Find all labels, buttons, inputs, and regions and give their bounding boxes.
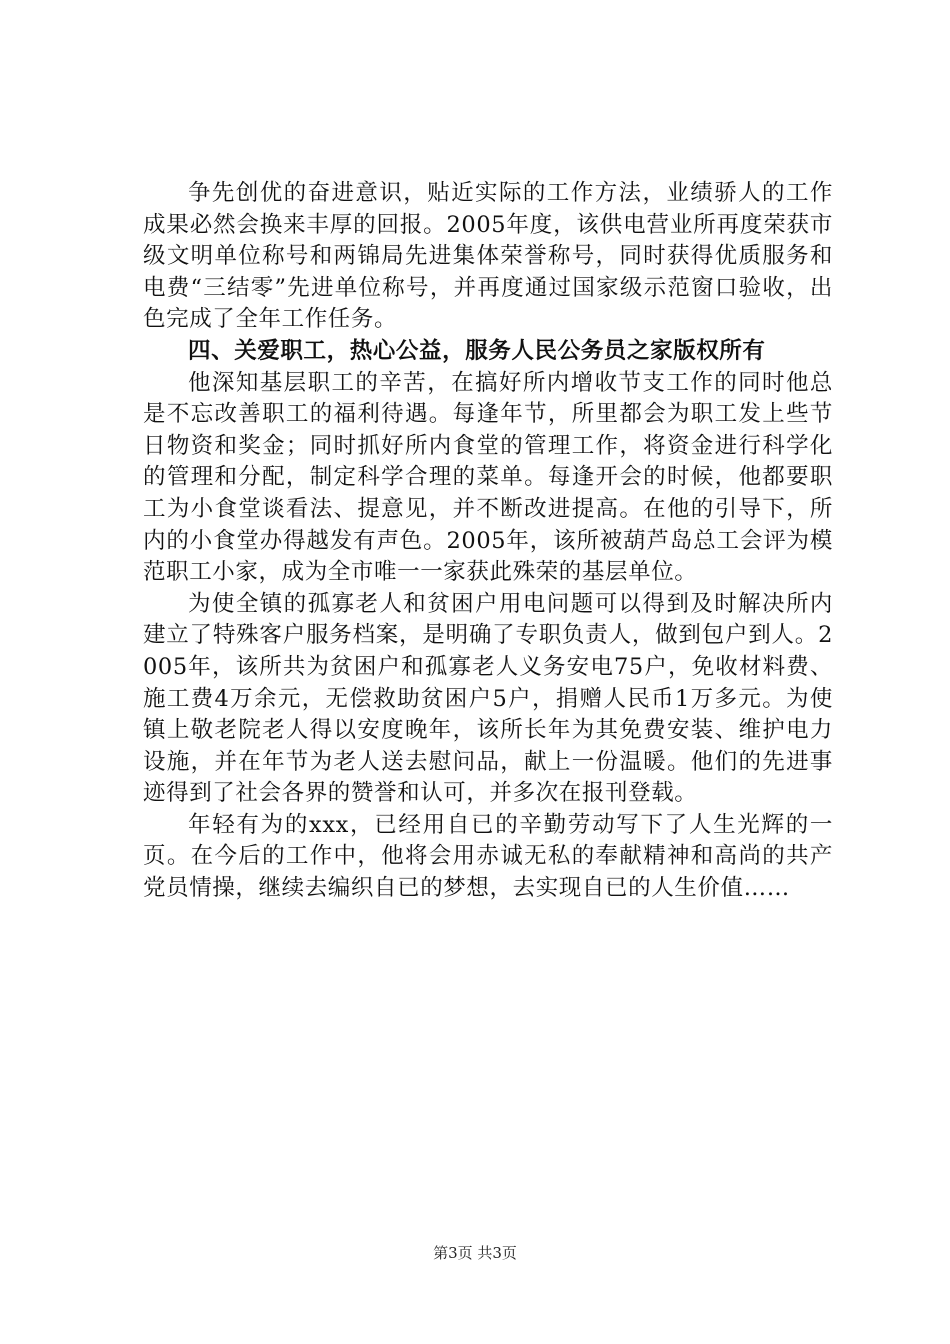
document-body	[143, 178, 833, 905]
paragraph-public-service: 为使全镇的孤寡老人和贫困户用电问题可以得到及时解决所内建立了特殊客户服务档案，是明确了专职负责人，做到包户到人。2005年，该所共为贫困户和孤寡老人义务安电75户，免收材料费、施工费4万余元，无偿救助贫困户5户，捐赠人民币1万多元。为使镇上敬老院老人得以安度晚年，该所长年为其免费安装、维护电力设施，并在年节为老人送去慰问品，献上一份温暖。他们的先进事迹得到了社会各界的赞誉和认可，并多次在报刊登载。	[143, 590, 833, 807]
page-footer: 第3页 共3页	[433, 1244, 517, 1262]
paragraph-staff-welfare: 他深知基层职工的辛苦，在搞好所内增收节支工作的同时他总是不忘改善职工的福利待遇。每逢年节，所里都会为职工发上些节日物资和奖金；同时抓好所内食堂的管理工作，将资金进行科学化的管理和分配，制定科学合理的菜单。每逢开会的时候，他都要职工为小食堂谈看法、提意见，并不断改进提高。在他的引导下，所内的小食堂办得越发有声色。2005年，该所被葫芦岛总工会评为模范职工小家，成为全市唯一一家获此殊荣的基层单位。	[143, 369, 833, 586]
paragraph-results: 争先创优的奋进意识，贴近实际的工作方法，业绩骄人的工作成果必然会换来丰厚的回报。2005年度，该供电营业所再度荣获市级文明单位称号和两锦局先进集体荣誉称号，同时获得优质服务和电费“三结零”先进单位称号，并再度通过国家级示范窗口验收，出色完成了全年工作任务。	[143, 180, 833, 333]
paragraph-conclusion: 年轻有为的xxx，已经用自已的辛勤劳动写下了人生光辉的一页。在今后的工作中，他将会用赤诚无私的奉献精神和高尚的共产党员情操，继续去编织自已的梦想，去实现自已的人生价值……	[143, 811, 833, 902]
section-heading: 四、关爱职工，热心公益，服务人民公务员之家版权所有	[188, 337, 766, 364]
